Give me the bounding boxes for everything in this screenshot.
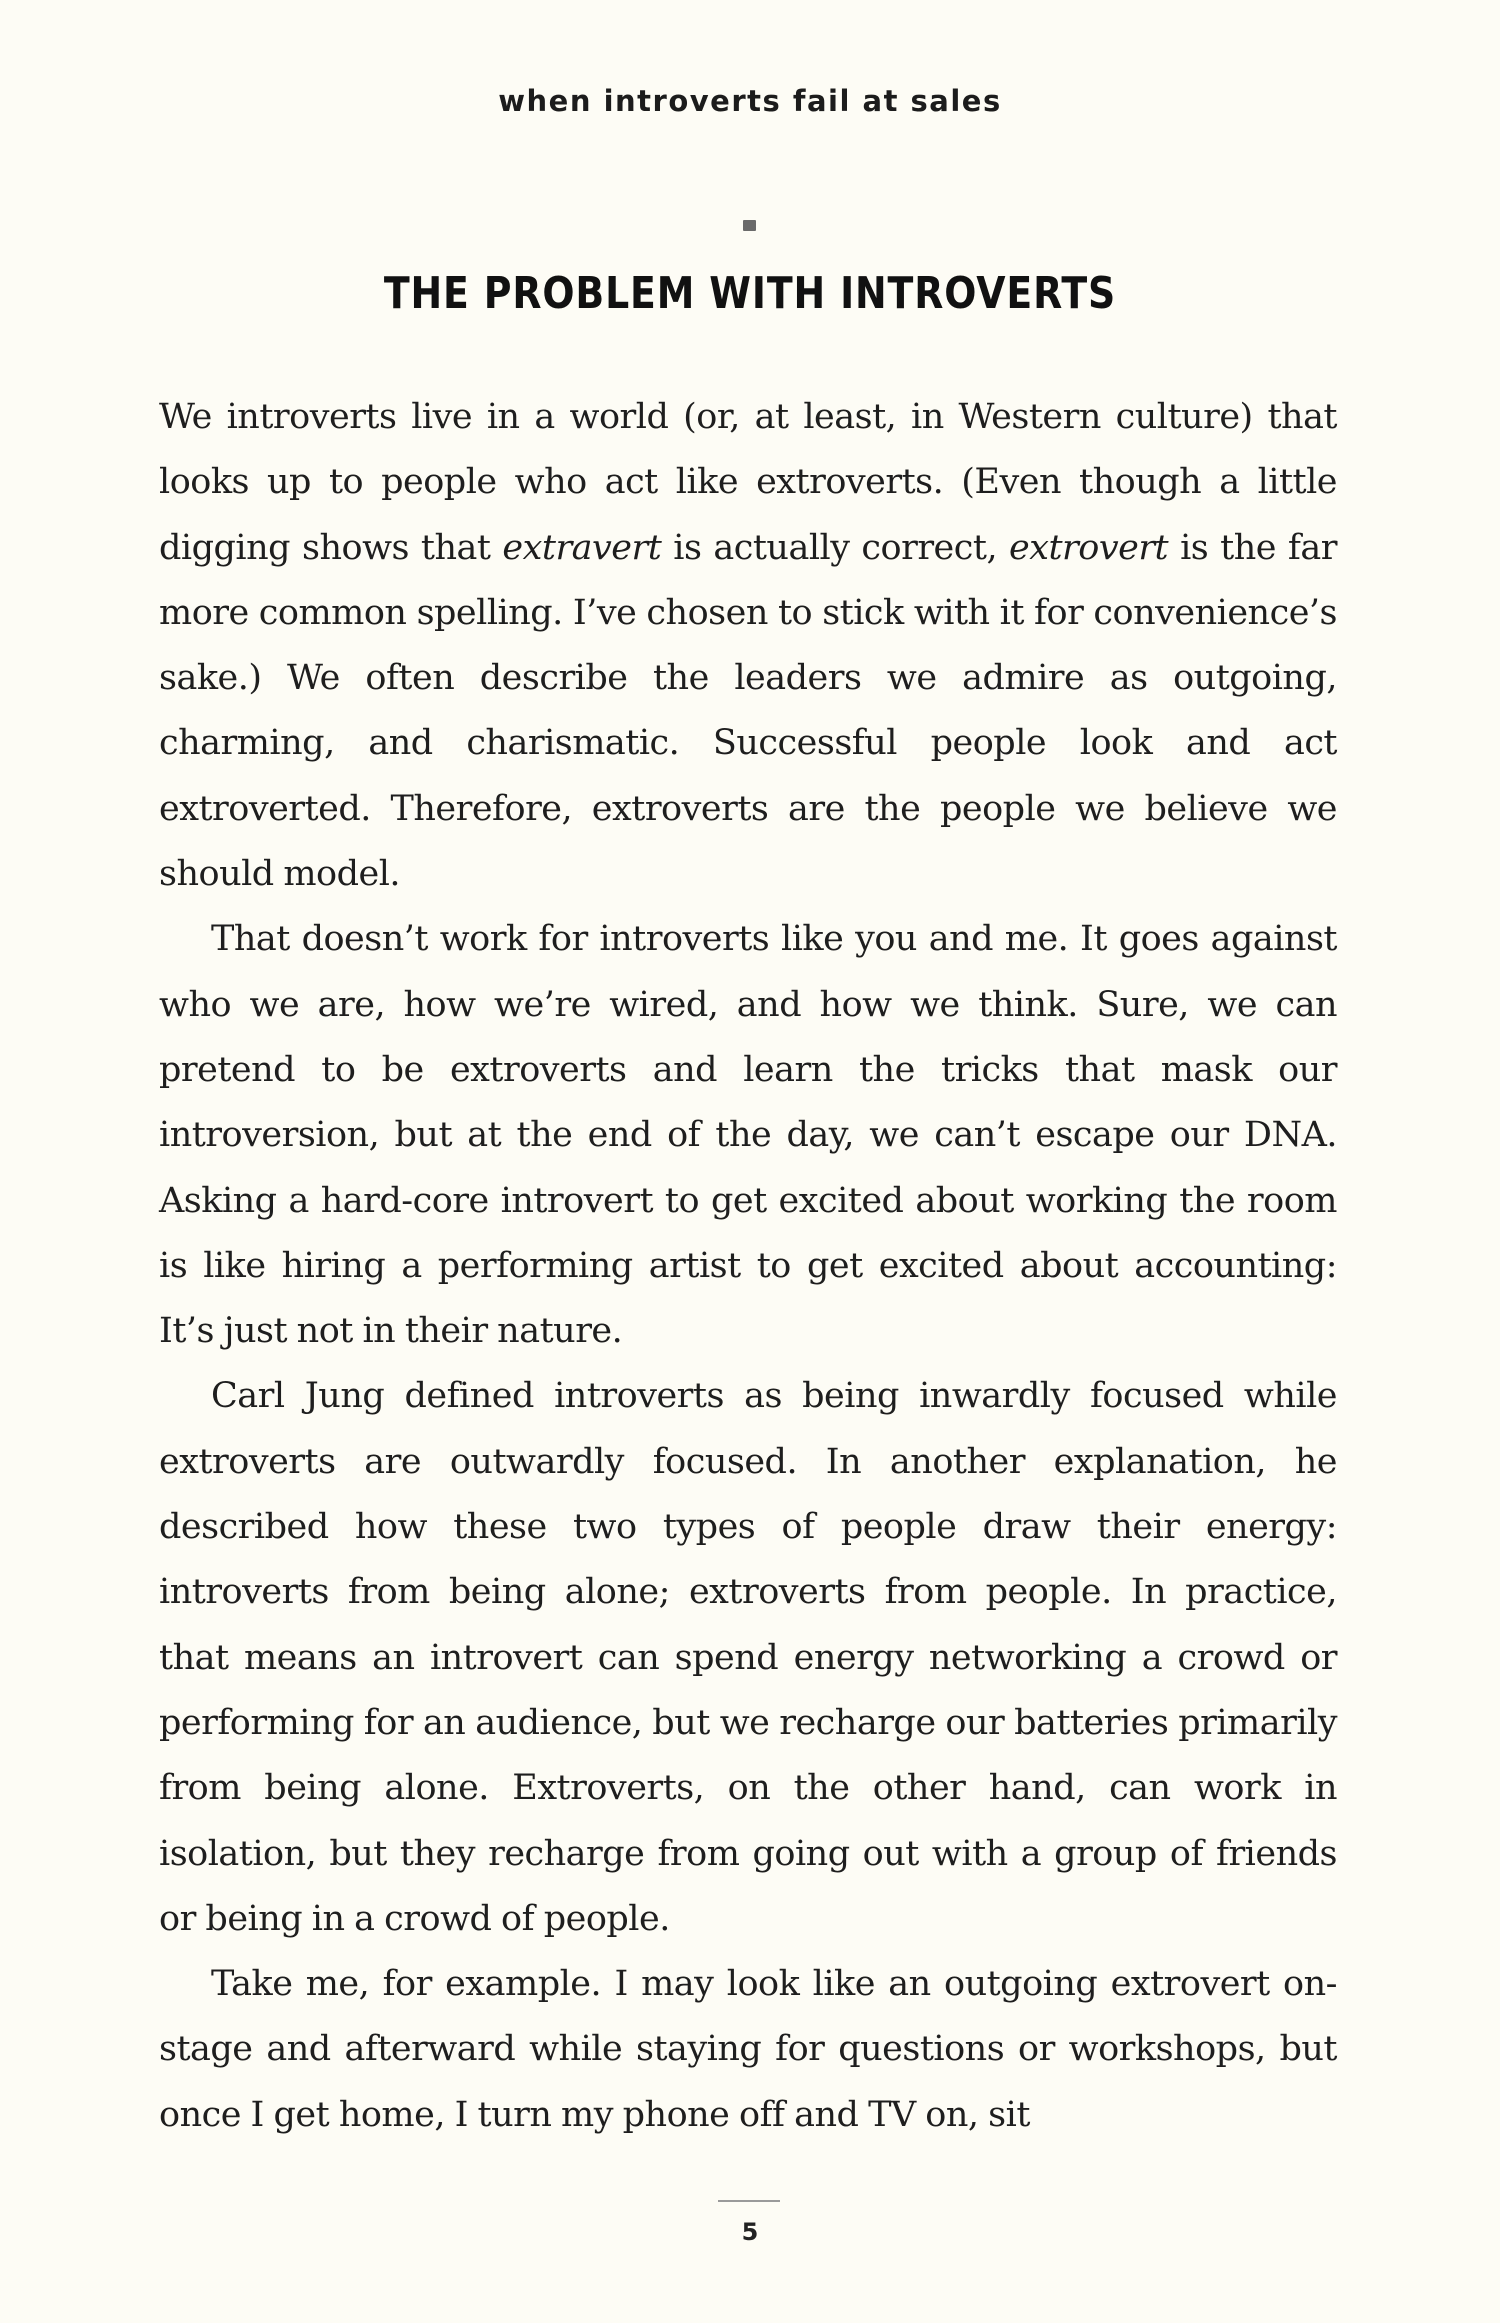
paragraph-1-text-c: is the far more common spelling. I’ve chosen to stick with it for convenience’s sake.) We often describe the leaders we admire as outgoing, charming, and charismatic. Successful people look and act extroverted. Therefore, extroverts are the people we believe we should model.: [159, 527, 1337, 895]
paragraph-3: Carl Jung defined introverts as being inwardly focused while extroverts are outwardly focused. In another explanation, he described how these two types of people draw their energy: introverts from being alone; extroverts from people. In practice, that means an introvert can spend energy networking a crowd or performing for an audience, but we recharge our batteries primarily from being alone. Extroverts, on the other hand, can work in isolation, but they recharge from going out with a group of friends or being in a crowd of people.: [159, 1376, 1337, 1939]
section-ornament-icon: [743, 220, 756, 231]
italic-term-extrovert: extrovert: [1009, 527, 1169, 568]
page-number: 5: [741, 2218, 759, 2246]
italic-term-extravert: extravert: [502, 527, 662, 568]
body-text: [159, 385, 1337, 2148]
paragraph-2: That doesn’t work for introverts like you and me. It goes against who we are, how we’re wired, and how we think. Sure, we can pretend to be extroverts and learn the tricks that mask our introversion, but at the end of the day, we can’t escape our DNA. Asking a hard-core introvert to get excited about working the room is like hiring a performing artist to get excited about accounting: It’s just not in their nature.: [159, 919, 1337, 1352]
paragraph-1: [159, 385, 1337, 907]
running-head: when introverts fail at sales: [498, 84, 1002, 118]
paragraph-1-text-a: We introverts live in a world (or, at least, in Western culture) that looks up to people who act like extroverts. (Even though a little digging shows that: [159, 397, 1337, 568]
paragraph-4: Take me, for example. I may look like an outgoing extrovert on-stage and afterward while staying for questions or workshops, but once I get home, I turn my phone off and TV on, sit: [159, 1964, 1337, 2135]
folio-rule: [718, 2200, 780, 2202]
paragraph-1-text-b: is actually correct,: [661, 527, 1010, 568]
section-heading: THE PROBLEM WITH INTROVERTS: [383, 268, 1117, 319]
